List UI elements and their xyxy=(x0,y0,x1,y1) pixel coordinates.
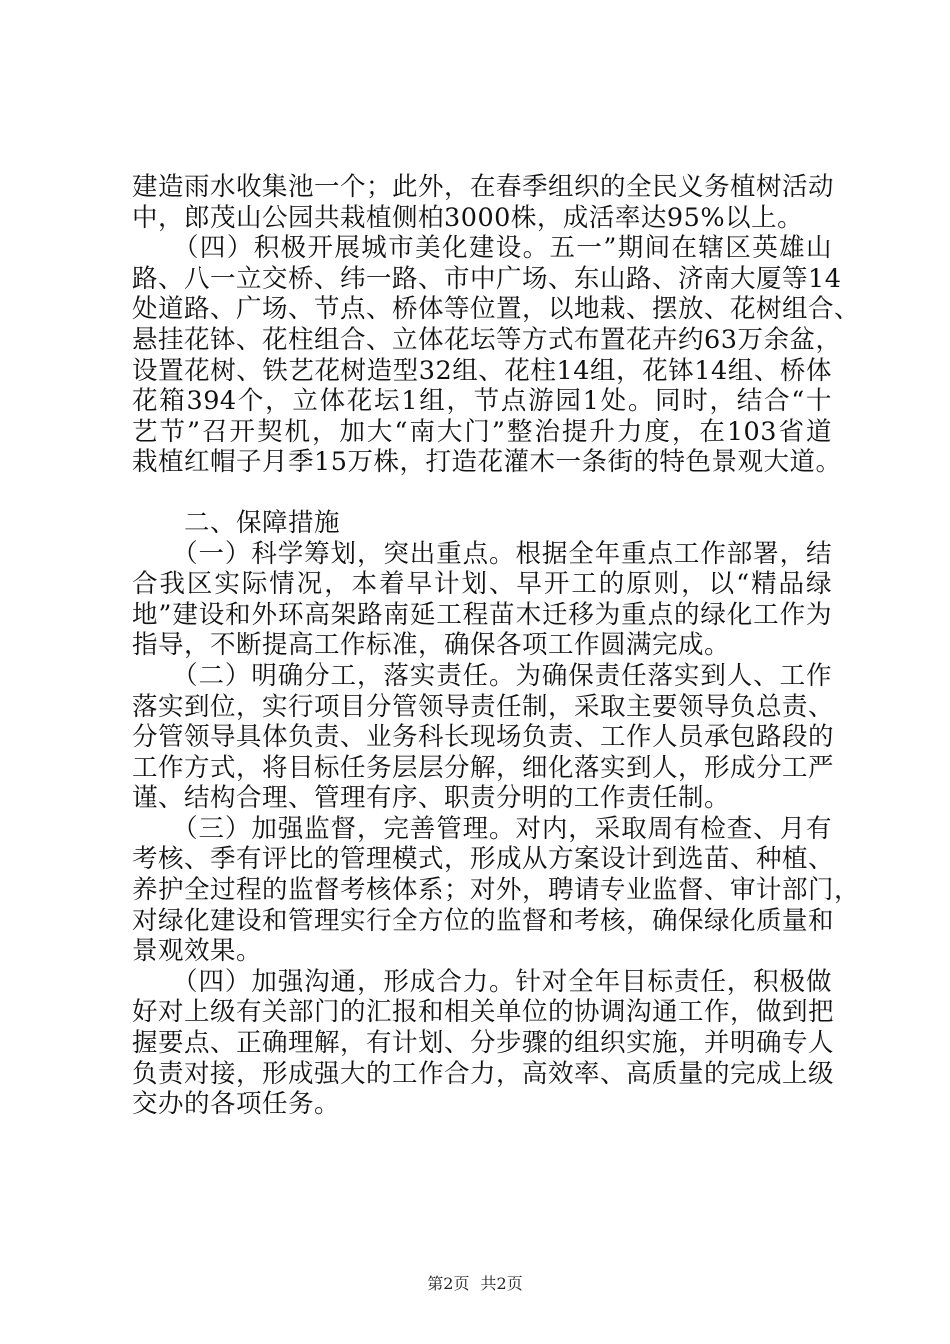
text-line: （三）加强监督，完善管理。对内，采取周有检查、月有 xyxy=(132,813,832,844)
paragraph-responsibility xyxy=(132,660,835,814)
text-line: 考核、季有评比的管理模式，形成从方案设计到选苗、种植、 xyxy=(132,844,835,875)
text-line: 景观效果。 xyxy=(132,936,263,967)
text-line: 对绿化建设和管理实行全方位的监督和考核，确保绿化质量和 xyxy=(132,905,835,936)
text-line: 合我区实际情况，本着早计划、早开工的原则，以“精品绿 xyxy=(132,569,832,600)
text-line: （四）积极开展城市美化建设。五一”期间在辖区英雄山 xyxy=(132,233,832,264)
page-footer xyxy=(0,1271,950,1294)
text-line: 指导，不断提高工作标准，确保各项工作圆满完成。 xyxy=(132,630,731,661)
paragraph-rainwater xyxy=(132,172,835,233)
text-line: 交办的各项任务。 xyxy=(132,1089,341,1120)
text-line: 工作方式，将目标任务层层分解，细化落实到人，形成分工严 xyxy=(132,752,835,783)
document-body xyxy=(132,172,861,1120)
paragraph-supervision xyxy=(132,813,861,967)
text-line: 花箱394个，立体花坛1组，节点游园1处。同时，结合“十 xyxy=(132,386,832,417)
text-line: 握要点、正确理解，有计划、分步骤的组织实施，并明确专人 xyxy=(132,1028,835,1059)
text-line: （二）明确分工，落实责任。为确保责任落实到人、工作 xyxy=(132,660,832,691)
section-heading: 二、保障措施 xyxy=(132,507,341,538)
text-line: 谨、结构合理、管理有序、职责分明的工作责任制。 xyxy=(132,783,731,814)
paragraph-planning xyxy=(132,539,832,661)
text-line: 好对上级有关部门的汇报和相关单位的协调沟通工作，做到把 xyxy=(132,997,835,1028)
text-line: 负责对接，形成强大的工作合力，高效率、高质量的完成上级 xyxy=(132,1058,835,1089)
text-line: 处道路、广场、节点、桥体等位置，以地栽、摆放、花树组合、 xyxy=(132,294,861,325)
text-line: 设置花树、铁艺花树造型32组、花柱14组，花钵14组、桥体 xyxy=(132,355,832,386)
text-line: 养护全过程的监督考核体系；对外，聘请专业监督、审计部门， xyxy=(132,875,861,906)
text-line: 地”建设和外环高架路南延工程苗木迁移为重点的绿化工作为 xyxy=(132,599,832,630)
text-line: 悬挂花钵、花柱组合、立体花坛等方式布置花卉约63万余盆， xyxy=(132,324,842,355)
text-line: 艺节”召开契机，加大“南大门”整治提升力度，在103省道 xyxy=(132,416,832,447)
paragraph-communication xyxy=(132,966,835,1120)
text-line: （四）加强沟通，形成合力。针对全年目标责任，积极做 xyxy=(132,966,832,997)
paragraph-city-beautification xyxy=(132,233,861,478)
page-number: 第2页 xyxy=(427,1274,470,1293)
text-line: 落实到位，实行项目分管领导责任制，采取主要领导负总责、 xyxy=(132,691,835,722)
text-line: 中，郎茂山公园共栽植侧柏3000株，成活率达95%以上。 xyxy=(132,202,804,233)
text-line: （一）科学筹划，突出重点。根据全年重点工作部署，结 xyxy=(132,538,832,569)
text-line: 路、八一立交桥、纬一路、市中广场、东山路、济南大厦等14 xyxy=(132,263,842,294)
text-line: 分管领导具体负责、业务科长现场负责、工作人员承包路段的 xyxy=(132,722,835,753)
page-total: 共2页 xyxy=(480,1274,523,1293)
text-line: 栽植红帽子月季15万株，打造花灌木一条街的特色景观大道。 xyxy=(132,447,842,478)
text-line: 建造雨水收集池一个；此外，在春季组织的全民义务植树活动 xyxy=(132,172,835,202)
section-gap xyxy=(132,478,832,508)
